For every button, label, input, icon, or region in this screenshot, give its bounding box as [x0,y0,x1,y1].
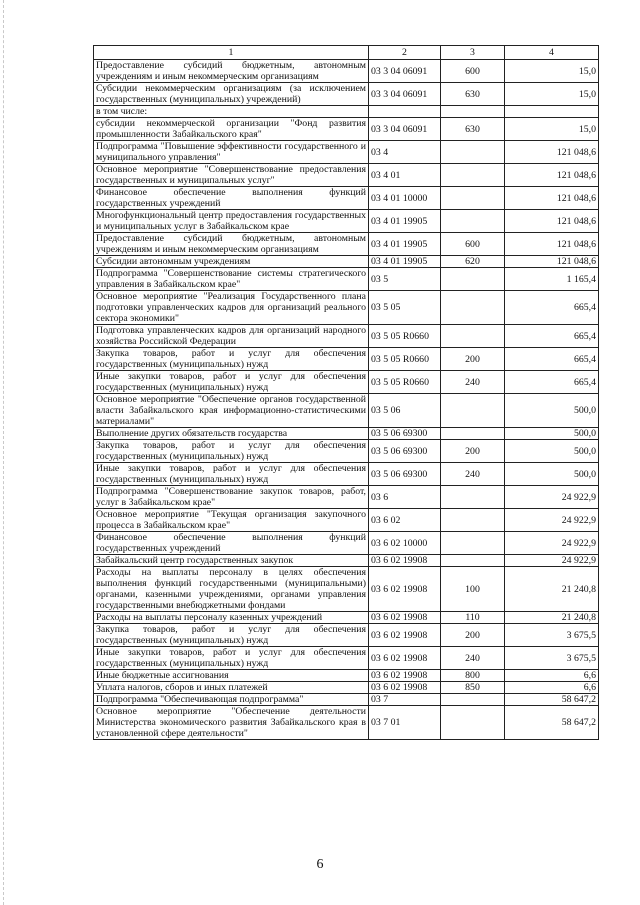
row-code: 03 6 02 19908 [369,555,441,567]
row-expense-type [441,532,505,555]
row-expense-type [441,325,505,348]
row-code: 03 6 02 10000 [369,532,441,555]
row-amount: 3 675,5 [505,624,599,647]
row-code: 03 5 05 [369,291,441,325]
row-expense-type [441,555,505,567]
row-code: 03 3 04 06091 [369,83,441,106]
table-row [94,647,599,670]
row-expense-type: 200 [441,624,505,647]
row-name: Закупка товаров, работ и услуг для обеспечения государственных (муниципальных) нужд [94,624,369,647]
row-code: 03 6 02 19908 [369,670,441,682]
row-expense-type [441,106,505,118]
row-amount: 21 240,8 [505,567,599,612]
row-amount: 6,6 [505,682,599,694]
row-name: Предоставление субсидий бюджетным, автономным учреждениям и иным некоммерческим организациям [94,60,369,83]
row-code: 03 4 01 19905 [369,233,441,256]
table-row [94,291,599,325]
row-amount: 121 048,6 [505,233,599,256]
row-amount: 665,4 [505,325,599,348]
row-code: 03 7 01 [369,706,441,740]
row-name: Финансовое обеспечение выполнения функций государственных учреждений [94,532,369,555]
row-expense-type: 850 [441,682,505,694]
page-number: 6 [316,857,324,872]
row-code: 03 4 01 [369,164,441,187]
row-code: 03 4 01 19905 [369,210,441,233]
row-expense-type [441,141,505,164]
row-name: Иные закупки товаров, работ и услуг для обеспечения государственных (муниципальных) нужд [94,371,369,394]
row-code: 03 7 [369,694,441,706]
table-row [94,463,599,486]
header-col-4: 4 [505,46,599,60]
row-amount: 21 240,8 [505,612,599,624]
row-name: Многофункциональный центр предоставления государственных и муниципальных услуг в Забайкальском крае [94,210,369,233]
table-row [94,268,599,291]
table-row [94,187,599,210]
table-row [94,164,599,187]
row-name: Расходы на выплаты персоналу казенных учреждений [94,612,369,624]
row-name: Основное мероприятие "Обеспечение органов государственной власти Забайкальского края информационно-статистическими материалами" [94,394,369,428]
row-name: Закупка товаров, работ и услуг для обеспечения государственных (муниципальных) нужд [94,440,369,463]
row-name: Подготовка управленческих кадров для организаций народного хозяйства Российской Федерации [94,325,369,348]
row-code: 03 6 02 [369,509,441,532]
row-amount: 665,4 [505,371,599,394]
row-expense-type: 100 [441,567,505,612]
row-code: 03 6 02 19908 [369,682,441,694]
table-row [94,706,599,740]
row-name: Субсидии автономным учреждениям [94,256,369,268]
row-expense-type: 600 [441,60,505,83]
row-expense-type: 200 [441,348,505,371]
row-expense-type: 630 [441,118,505,141]
row-amount: 3 675,5 [505,647,599,670]
row-name: Забайкальский центр государственных закупок [94,555,369,567]
table-row [94,682,599,694]
row-code: 03 5 05 R0660 [369,348,441,371]
table-row [94,256,599,268]
row-code: 03 6 [369,486,441,509]
row-code: 03 5 06 69300 [369,428,441,440]
row-code: 03 5 05 R0660 [369,371,441,394]
row-name: Закупка товаров, работ и услуг для обеспечения государственных (муниципальных) нужд [94,348,369,371]
row-expense-type: 600 [441,233,505,256]
row-code: 03 4 [369,141,441,164]
row-amount: 1 165,4 [505,268,599,291]
row-code: 03 5 06 [369,394,441,428]
table-row [94,325,599,348]
row-expense-type [441,187,505,210]
row-code: 03 5 05 R0660 [369,325,441,348]
row-name: Основное мероприятие "Совершенствование предоставления государственных и муниципальных услуг" [94,164,369,187]
row-expense-type [441,164,505,187]
row-expense-type [441,509,505,532]
row-amount: 6,6 [505,670,599,682]
row-expense-type [441,268,505,291]
row-name: Иные закупки товаров, работ и услуг для обеспечения государственных (муниципальных) нужд [94,647,369,670]
row-expense-type: 200 [441,440,505,463]
row-name: Основное мероприятие "Текущая организация закупочного процесса в Забайкальском крае" [94,509,369,532]
row-name: Иные бюджетные ассигнования [94,670,369,682]
row-expense-type [441,291,505,325]
table-row [94,118,599,141]
row-code: 03 4 01 19905 [369,256,441,268]
row-amount: 500,0 [505,463,599,486]
table-row [94,509,599,532]
table-row [94,60,599,83]
row-name: Предоставление субсидий бюджетным, автономным учреждениям и иным некоммерческим организациям [94,233,369,256]
row-name: Подпрограмма "Совершенствование системы стратегического управления в Забайкальском крае" [94,268,369,291]
page-edge-line [3,0,4,905]
row-expense-type: 110 [441,612,505,624]
row-name: в том числе: [94,106,369,118]
table-row [94,624,599,647]
table-row [94,567,599,612]
row-amount: 121 048,6 [505,187,599,210]
table-row [94,555,599,567]
row-expense-type [441,694,505,706]
row-name: Подпрограмма "Совершенствование закупок товаров, работ, услуг в Забайкальском крае" [94,486,369,509]
table-body [94,60,599,740]
row-amount: 58 647,2 [505,706,599,740]
table-row [94,612,599,624]
row-amount: 665,4 [505,348,599,371]
table-row [94,371,599,394]
row-code: 03 6 02 19908 [369,647,441,670]
table-row [94,694,599,706]
row-amount: 500,0 [505,428,599,440]
row-amount: 665,4 [505,291,599,325]
row-amount: 500,0 [505,440,599,463]
row-code: 03 5 06 69300 [369,463,441,486]
row-name: Субсидии некоммерческим организациям (за исключением государственных (муниципальных) учреждений) [94,83,369,106]
row-code: 03 6 02 19908 [369,612,441,624]
row-amount: 24 922,9 [505,486,599,509]
row-expense-type: 240 [441,371,505,394]
header-col-2: 2 [369,46,441,60]
row-amount: 500,0 [505,394,599,428]
row-name: Расходы на выплаты персоналу в целях обеспечения выполнения функций государственными (муниципальными) органами, казенными учреждениями, органами управления государственными внебюджетными фондами [94,567,369,612]
row-amount: 15,0 [505,60,599,83]
table-row [94,440,599,463]
table-row [94,106,599,118]
row-amount: 121 048,6 [505,256,599,268]
row-expense-type: 800 [441,670,505,682]
table-row [94,394,599,428]
row-expense-type: 240 [441,463,505,486]
budget-table [93,45,599,740]
row-code: 03 6 02 19908 [369,567,441,612]
table-row [94,83,599,106]
table-row [94,210,599,233]
row-code: 03 3 04 06091 [369,118,441,141]
row-amount: 24 922,9 [505,532,599,555]
row-amount [505,106,599,118]
row-name: Уплата налогов, сборов и иных платежей [94,682,369,694]
row-name: Финансовое обеспечение выполнения функций государственных учреждений [94,187,369,210]
row-amount: 15,0 [505,83,599,106]
row-code: 03 3 04 06091 [369,60,441,83]
row-code [369,106,441,118]
row-amount: 121 048,6 [505,210,599,233]
header-col-3: 3 [441,46,505,60]
row-expense-type [441,706,505,740]
row-code: 03 4 01 10000 [369,187,441,210]
row-name: Подпрограмма "Повышение эффективности государственного и муниципального управления" [94,141,369,164]
row-amount: 58 647,2 [505,694,599,706]
row-expense-type: 240 [441,647,505,670]
row-code: 03 5 06 69300 [369,440,441,463]
row-expense-type: 620 [441,256,505,268]
table-row [94,348,599,371]
row-amount: 24 922,9 [505,509,599,532]
row-expense-type [441,210,505,233]
table-row [94,532,599,555]
table-row [94,486,599,509]
table-row [94,428,599,440]
row-amount: 15,0 [505,118,599,141]
row-name: Основное мероприятие "Обеспечение деятельности Министерства экономического развития Забайкальского края в установленной сфере деятельности" [94,706,369,740]
row-code: 03 6 02 19908 [369,624,441,647]
row-name: Подпрограмма "Обеспечивающая подпрограмма" [94,694,369,706]
row-amount: 24 922,9 [505,555,599,567]
row-name: субсидии некоммерческой организации "Фонд развития промышленности Забайкальского края" [94,118,369,141]
row-expense-type: 630 [441,83,505,106]
table-row [94,670,599,682]
row-code: 03 5 [369,268,441,291]
row-amount: 121 048,6 [505,141,599,164]
row-expense-type [441,428,505,440]
header-row [94,46,599,60]
header-col-1: 1 [94,46,369,60]
row-name: Основное мероприятие "Реализация Государственного плана подготовки управленческих кадров для организаций реального сектора экономики" [94,291,369,325]
row-name: Выполнение других обязательств государства [94,428,369,440]
row-amount: 121 048,6 [505,164,599,187]
table-row [94,233,599,256]
table-row [94,141,599,164]
row-name: Иные закупки товаров, работ и услуг для обеспечения государственных (муниципальных) нужд [94,463,369,486]
row-expense-type [441,486,505,509]
row-expense-type [441,394,505,428]
